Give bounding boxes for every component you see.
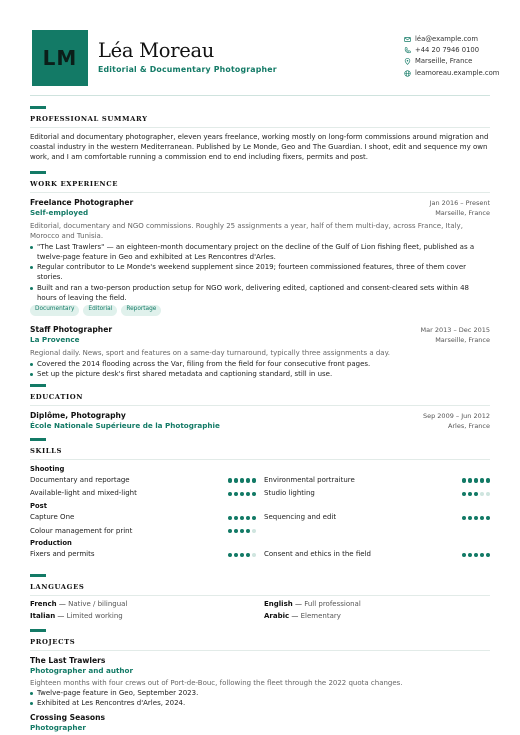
languages-section (30, 574, 490, 624)
section-accent-bar (30, 384, 46, 387)
section-accent-bar (30, 171, 46, 174)
contact-email[interactable] (404, 34, 499, 45)
tag: Documentary (30, 305, 79, 316)
list-item: "The Last Trawlers" — an eighteen-month documentary project on the decline of the Gulf of Lion fishing fleet, published as a twelve-page feature in Geo and exhibited at Les Rencontres d'Arles. (30, 242, 490, 262)
rating-dot-filled (234, 529, 238, 533)
rating-dot-filled (234, 492, 238, 496)
rating-dot-filled (474, 492, 478, 496)
section-accent-bar (30, 438, 46, 441)
section-rule (30, 459, 490, 460)
project-bullets (30, 688, 490, 708)
skill-label: Sequencing and edit (264, 513, 337, 522)
rating-dot-filled (480, 478, 484, 482)
section-accent-bar (30, 629, 46, 632)
job-tags (30, 305, 490, 316)
skill-rating (462, 516, 490, 520)
language-grid (30, 600, 490, 624)
education-section (30, 384, 490, 431)
rating-dot-filled (486, 516, 490, 520)
language-level: Limited working (66, 611, 123, 620)
job-location: Marseille, France (435, 208, 490, 217)
rating-dot-filled (240, 492, 244, 496)
candidate-name: Léa Moreau (98, 39, 215, 62)
skill-row (264, 548, 490, 562)
rating-dot-filled (252, 516, 256, 520)
rating-dot-filled (228, 478, 232, 482)
language-name: Italian (30, 611, 56, 620)
rating-dot-filled (228, 516, 232, 520)
degree-name: Diplôme, Photography (30, 410, 126, 420)
section-accent-bar (30, 106, 46, 109)
list-item: Set up the picture desk's first shared metadata and captioning standard, still in use. (30, 369, 490, 379)
skill-label: Fixers and permits (30, 550, 95, 559)
rating-dot-filled (234, 516, 238, 520)
globe-icon (404, 70, 411, 77)
summary-title: PROFESSIONAL SUMMARY (30, 114, 148, 123)
rating-dot-filled (246, 553, 250, 557)
language-item: Italian — Limited working (30, 611, 123, 620)
rating-dot-filled (486, 478, 490, 482)
project-entry (30, 713, 490, 733)
rating-dot-filled (240, 516, 244, 520)
contact-website[interactable] (404, 68, 499, 79)
skill-row (264, 487, 490, 501)
rating-dot-filled (240, 553, 244, 557)
mail-icon (404, 36, 411, 43)
skill-row (30, 474, 256, 488)
education-dates: Sep 2009 – Jun 2012 (422, 411, 490, 420)
section-rule (30, 192, 490, 193)
school-name: École Nationale Supérieure de la Photographie (30, 420, 220, 430)
rating-dot-filled (468, 478, 472, 482)
summary-text: Editorial and documentary photographer, eleven years freelance, working mostly on long-form commissions around migration and coastal industry in the western Mediterranean. Published by Le Monde, Geo and The Guardian. I shoot, edit and sequence my own work, and I am comfortable running a commission end to end including fixers, permits and post. (30, 132, 489, 161)
language-name: French (30, 599, 57, 608)
language-name: Arabic (264, 611, 290, 620)
experience-section (30, 171, 490, 379)
skill-row (30, 525, 256, 539)
rating-dot-empty (252, 529, 256, 533)
projects-section (30, 629, 490, 733)
skill-row (264, 511, 490, 525)
rating-dot-filled (480, 553, 484, 557)
skill-row (30, 548, 256, 562)
contact-email-text: léa@example.com (415, 35, 478, 43)
skills-section (30, 438, 490, 562)
skill-grid (30, 511, 490, 538)
contact-phone-text: +44 20 7946 0100 (415, 46, 480, 55)
job-entry (30, 198, 490, 316)
contact-location-text: Marseille, France (415, 57, 473, 66)
job-description: Regional daily. News, sport and features on a same-day turnaround, typically three assignments a day. (30, 348, 390, 357)
contact-website-text: leamoreau.example.com (415, 68, 500, 77)
language-item: English — Full professional (264, 599, 361, 608)
rating-dot-filled (252, 492, 256, 496)
education-title: EDUCATION (30, 392, 84, 401)
rating-dot-filled (468, 492, 472, 496)
job-bullets (30, 359, 490, 379)
experience-title: WORK EXPERIENCE (30, 179, 119, 188)
tag: Reportage (121, 305, 161, 316)
job-org: Self-employed (30, 207, 89, 217)
language-level: Full professional (304, 599, 361, 608)
job-dates: Jan 2016 – Present (429, 198, 490, 207)
job-bullets (30, 242, 490, 303)
project-role: Photographer and author (30, 665, 134, 675)
skill-label: Capture One (30, 513, 75, 522)
rating-dot-filled (468, 516, 472, 520)
tag: Editorial (83, 305, 117, 316)
project-description: Eighteen months with four crews out of Port-de-Bouc, following the fleet through the 2022 quota changes. (30, 678, 403, 687)
skill-row (30, 487, 256, 501)
skill-grid (30, 548, 490, 562)
language-level: Native / bilingual (68, 599, 128, 608)
language-item: French — Native / bilingual (30, 599, 128, 608)
rating-dot-filled (246, 516, 250, 520)
rating-dot-filled (468, 553, 472, 557)
skill-rating (228, 478, 256, 482)
section-rule (30, 650, 490, 651)
skill-row (30, 511, 256, 525)
section-accent-bar (30, 574, 46, 577)
rating-dot-filled (228, 492, 232, 496)
skill-rating (462, 553, 490, 557)
rating-dot-filled (474, 553, 478, 557)
projects-title: PROJECTS (30, 637, 76, 646)
skill-rating (228, 529, 256, 533)
rating-dot-filled (486, 553, 490, 557)
rating-dot-filled (474, 516, 478, 520)
skills-title: SKILLS (30, 446, 63, 455)
contact-list (404, 34, 499, 79)
list-item: Covered the 2014 flooding across the Var, filing from the field for four consecutive front pages. (30, 359, 490, 369)
job-title: Staff Photographer (30, 324, 113, 334)
contact-location (404, 56, 499, 67)
skill-label: Environmental portraiture (264, 475, 355, 484)
language-item: Arabic — Elementary (264, 611, 341, 620)
job-dates: Mar 2013 – Dec 2015 (420, 325, 490, 334)
rating-dot-filled (228, 553, 232, 557)
rating-dot-filled (480, 516, 484, 520)
skill-row (264, 474, 490, 488)
resume-header (30, 0, 500, 96)
rating-dot-filled (462, 478, 466, 482)
skill-rating (228, 553, 256, 557)
rating-dot-empty (480, 492, 484, 496)
skill-label: Available-light and mixed-light (30, 489, 137, 498)
list-item: Built and ran a two-person production setup for NGO work, delivering edited, captioned and consent-cleared sets within 48 hours of leaving the field. (30, 283, 490, 303)
section-rule (30, 127, 490, 128)
rating-dot-filled (474, 478, 478, 482)
section-rule (30, 595, 490, 596)
rating-dot-filled (246, 492, 250, 496)
rating-dot-filled (240, 478, 244, 482)
skill-group-heading: Shooting (30, 464, 65, 473)
language-level: Elementary (300, 611, 341, 620)
rating-dot-empty (252, 553, 256, 557)
rating-dot-empty (486, 492, 490, 496)
rating-dot-filled (462, 553, 466, 557)
rating-dot-filled (234, 553, 238, 557)
rating-dot-filled (246, 478, 250, 482)
project-entry (30, 656, 490, 708)
list-item: Regular contributor to Le Monde's weekend supplement since 2019; fourteen commissioned features, three of them cover stories. (30, 262, 490, 282)
job-description: Editorial, documentary and NGO commissions. Roughly 25 assignments a year, half of them multi-day, across France, Italy, Morocco and Tunisia. (30, 221, 463, 240)
skill-rating (462, 492, 490, 496)
job-org: La Provence (30, 334, 80, 344)
skill-rating (228, 492, 256, 496)
rating-dot-filled (234, 478, 238, 482)
education-location: Arles, France (447, 421, 490, 430)
phone-icon (404, 47, 411, 54)
rating-dot-filled (252, 478, 256, 482)
job-title: Freelance Photographer (30, 197, 134, 207)
rating-dot-filled (228, 529, 232, 533)
skill-group-heading: Post (30, 501, 47, 510)
job-location: Marseille, France (435, 335, 490, 344)
project-name: The Last Trawlers (30, 655, 106, 665)
skill-label: Consent and ethics in the field (264, 550, 371, 559)
list-item: Exhibited at Les Rencontres d'Arles, 2024. (30, 698, 490, 708)
skill-group-heading: Production (30, 539, 72, 548)
candidate-headline: Editorial & Documentary Photographer (98, 65, 277, 74)
rating-dot-filled (240, 529, 244, 533)
contact-phone[interactable] (404, 45, 499, 56)
project-name: Crossing Seasons (30, 713, 106, 723)
summary-section (30, 106, 490, 162)
project-role: Photographer (30, 723, 86, 733)
rating-dot-filled (462, 492, 466, 496)
language-name: English (264, 599, 293, 608)
rating-dot-filled (246, 529, 250, 533)
skill-grid (30, 474, 490, 501)
section-rule (30, 405, 490, 406)
skill-label: Colour management for print (30, 526, 133, 535)
monogram-badge: LM (32, 30, 88, 86)
skill-label: Studio lighting (264, 489, 315, 498)
skill-label: Documentary and reportage (30, 475, 130, 484)
job-entry (30, 325, 490, 379)
location-icon (404, 58, 411, 65)
skill-rating (462, 478, 490, 482)
list-item: Twelve-page feature in Geo, September 2023. (30, 688, 490, 698)
skill-rating (228, 516, 256, 520)
rating-dot-filled (462, 516, 466, 520)
languages-title: LANGUAGES (30, 582, 85, 591)
